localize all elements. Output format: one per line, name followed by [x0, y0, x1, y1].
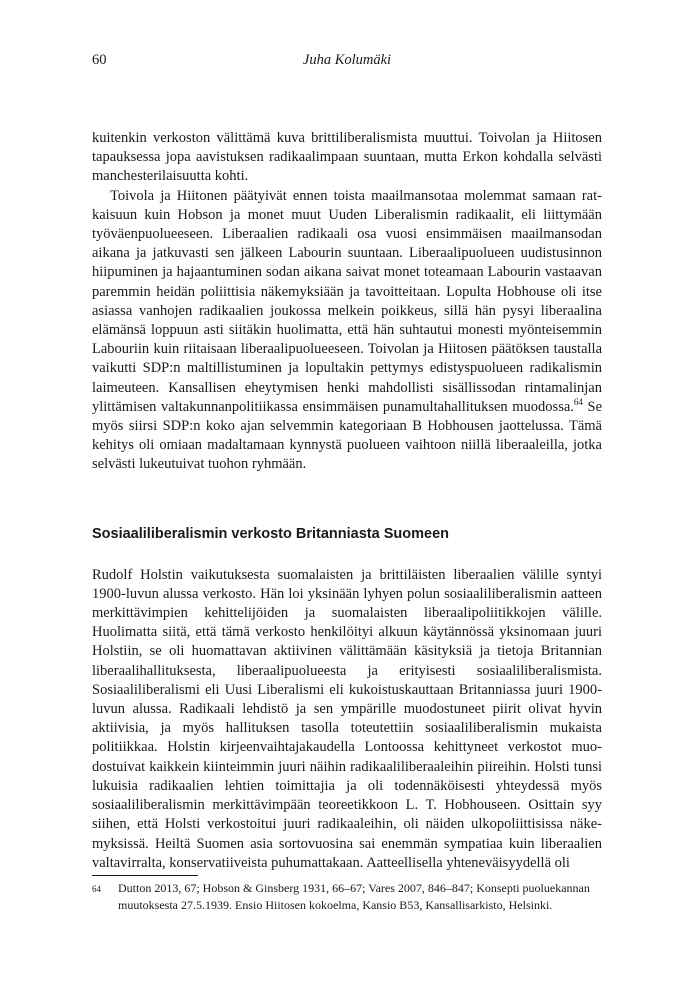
running-header-author: Juha Kolumäki	[302, 52, 392, 68]
footnote-number: 64	[92, 884, 101, 894]
page-header	[92, 52, 602, 74]
paragraph-2	[92, 187, 602, 475]
footnote-text: Dutton 2013, 67; Hobson & Ginsberg 1931, 66–67; Vares 2007, 846–847; Konsepti puoluekannan muutoksesta 27.5.1939. Ensio Hiitosen kokoelma, Kansio B53, Kansallisarkisto, Helsinki.	[118, 881, 590, 912]
footnote	[92, 880, 602, 913]
body-text	[92, 129, 602, 873]
page-number: 60	[92, 52, 107, 68]
section-heading: Sosiaaliliberalismin verkosto Britanniasta Suomeen	[92, 525, 449, 542]
footnote-divider	[92, 875, 198, 876]
paragraph-3: Rudolf Holstin vaikutuksesta suomalaisten ja brittiläisten liberaalien välille syntyi 1900-luvun alussa verkosto. Hän loi yksinään lyhyen polun sosiaaliliberalismin aatteen merkittävimpien kehittelijöiden ja suomalaisten liberaalipoliitikkojen välille. Huolimatta siitä, että tämä verkosto henkilöityi alkuun käytännössä yksinomaan juuri Holstiin, se oli huomattavan aktiivinen välittämään käsityksiä ja tietoja Britannian liberaalihallituksesta, liberaalipuolueesta ja erityisesti sosiaaliliberalismista. Sosiaaliliberalismi eli Uusi Liberalismi eli kukoistuskauttaan Britanniassa juuri 1900-luvun alussa. Radikaali lehdistö ja sen ympärille muodostuneet piirit olivat hyvin aktiivisia, ja myös hallituksen tasolla toteutettiin sosiaaliliberalismin mukaista politiikkaa. Holstin kirjeenvaihtajakaudella Lontoossa kehittyneet verkostot muodostuivat kaikkein kiinteimmin juuri näihin radikaaliliberaaleihin piireihin. Holsti tunsi lukuisia radikaalien lehtien toimittajia ja oli todennäköisesti yhteydessä myös sosiaaliliberalismin merkittävimpään teoreetikkoon L. T. Hobhouseen. Osittain syy siihen, että Holsti verkostoitui juuri radikaaleihin, oli näiden ulkopoliittisissa näkemyksissä. Heiltä Suomen asia sortovuosina sai enemmän sympatiaa kuin liberaalien valtavirralta, konservatiiveista puhumattakaan. Aatteellisella yhteneväisyydellä oli	[92, 566, 602, 871]
footnotes	[92, 880, 602, 913]
paragraph-2-part-2: Se myös siirsi SDP:n koko ajan selvemmin kategoriaan B Hobhousen jaottelussa. Tämä kehitys oli omiaan madaltamaan kynnystä puolueen vaihtoon niillä liberaaleilla, jotka selvästi lukeutuivat tuohon ryhmään.	[92, 398, 602, 473]
paragraph-2-part-1: Toivola ja Hiitonen päätyivät ennen toista maailmansotaa molemmat samaan ratkaisuun kuin Hobson ja monet muut Uuden Liberalismin radikaalit, eli liittymään työväenpuolueeseen. Liberaalien radikaali osa vuosi ensimmäisen maailmansodan aikana ja jatkuvasti sen jälkeen Labourin suuntaan. Liberaalipuolueen uudistusinnon hiipuminen ja hajaantuminen sodan aikana saivat monet toteamaan Labourin vastaavan paremmin heidän poliittisia näkemyksiään ja tavoitteitaan. Lopulta Hobhouse oli itse asiassa vanhojen radikaalien joukossa melkein poikkeus, sillä hän pysyi liberaalina elämänsä loppuun asti siitäkin huolimatta, että hän suhtautui monesti myönteisemmin Labouriin kuin riitaisaan liberaalipuolueeseen. Toivolan ja Hiitosen päätöksen taustalla vaikutti SDP:n maltillistuminen ja lopultakin pettymys edistyspuolueen radikalismin laimeuteen. Kansallisen eheytymisen henki mahdollisti sisällissodan rintamalinjan ylittämisen valtakunnanpolitiikassa ensimmäisen punamultahallituksen muodossa.	[92, 187, 602, 415]
footnote-reference: 64	[573, 397, 583, 408]
paragraph-1: kuitenkin verkoston välittämä kuva brittiliberalismista muuttui. Toivolan ja Hiitosen tapauksessa jopa aavistuksen radikaalimpaan suuntaan, mutta Erkon kohdalla selvästi manchesterilaisuutta kohti.	[92, 130, 602, 185]
